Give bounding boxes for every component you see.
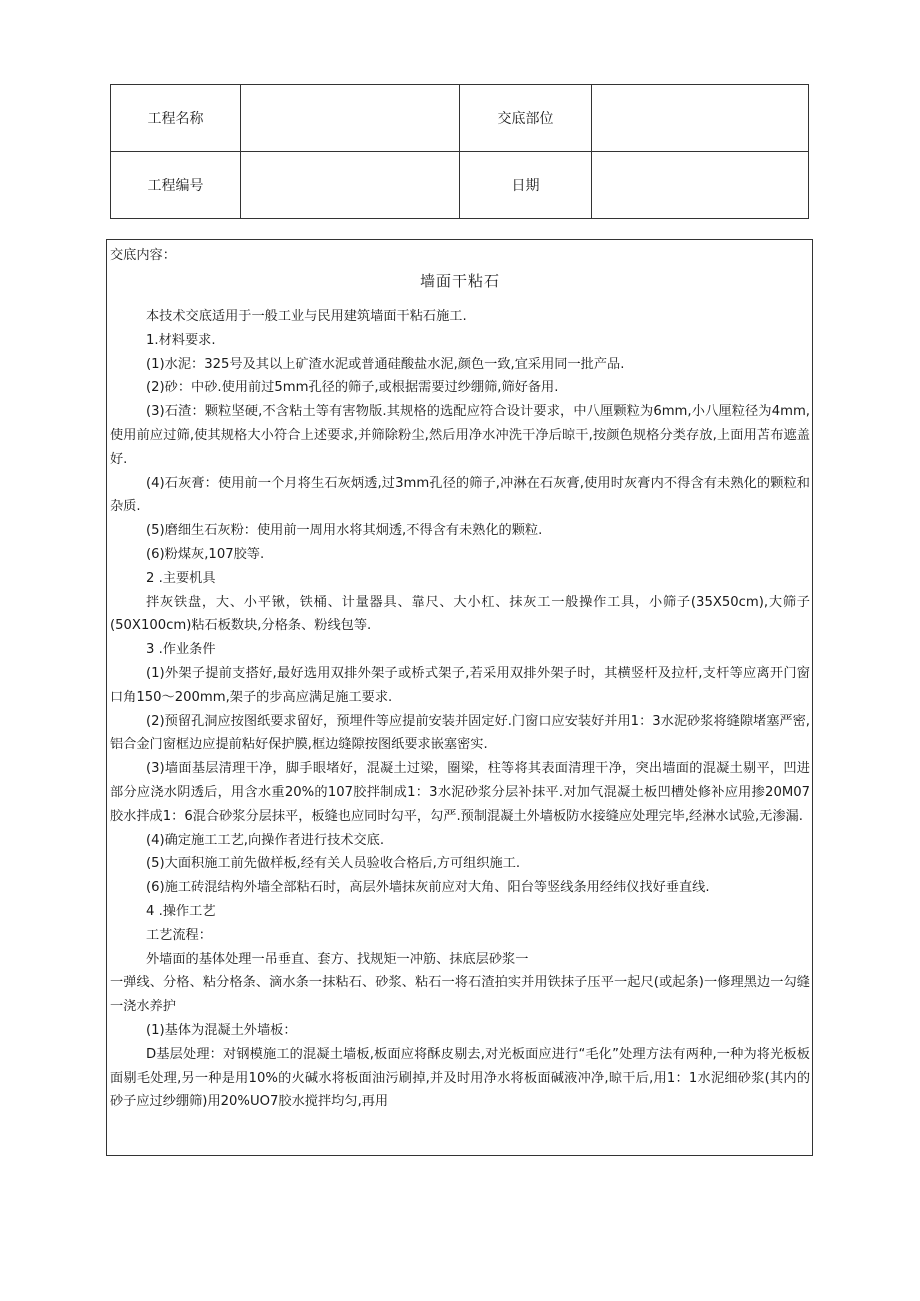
project-no-value[interactable] bbox=[241, 152, 460, 219]
paragraph-lime-powder: (5)磨细生石灰粉：使用前一周用水将其炯透,不得含有未熟化的颗粒. bbox=[146, 523, 543, 539]
paragraph-sand: (2)砂：中砂.使用前过5mm孔径的筛子,或根据需要过纱绷筛,筛好备用. bbox=[146, 380, 559, 396]
header-table bbox=[110, 84, 809, 219]
paragraph-stone-chips: (3)石渣：颗粒坚硬,不含粘土等有害物版.其规格的选配应符合设计要求，中八厘颗粒为6mm,小八厘粒径为4mm,使用前应过筛,使其规格大小符合上述要求,并筛除粉尘,然后用净水冲洗干净后晾干,按颜色规格分类存放,上面用苫布遮盖好. bbox=[110, 404, 810, 467]
project-name-label: 工程名称 bbox=[111, 85, 241, 152]
project-name-value[interactable] bbox=[241, 85, 460, 152]
handover-part-label: 交底部位 bbox=[460, 85, 592, 152]
handover-part-value[interactable] bbox=[592, 85, 809, 152]
content-box bbox=[106, 239, 813, 1156]
date-value[interactable] bbox=[592, 152, 809, 219]
section-heading-process: 4 .操作工艺 bbox=[146, 903, 216, 919]
paragraph-lime-paste: (4)石灰膏：使用前一个月将生石灰炳透,过3mm孔径的筛子,冲淋在石灰膏,使用时灰膏内不得含有未熟化的颗粒和杂质. bbox=[110, 475, 810, 515]
paragraph-base-cleaning: (3)墙面基层清理干净，脚手眼堵好，混凝土过梁，圈梁，柱等将其表面清理干净，突出墙面的混凝土剔平，凹进部分应浇水阴透后，用含水重20%的107胶拌制成1：3水泥砂浆分层补抹平.对加气混凝土板凹槽处修补应用掺20M07胶水拌成1：6混合砂浆分层抹平，板缝也应同时勾平，勾严.预制混凝土外墙板防水接缝应处理完毕,经淋水试验,无渗漏. bbox=[110, 761, 810, 824]
paragraph-tools: 拌灰铁盘，大、小平锹，铁桶、计量器具、靠尺、大小杠、抹灰工一般操作工具，小筛子(35X50cm),大筛子(50X100cm)粘石板数块,分格条、粉线包等. bbox=[110, 594, 810, 634]
paragraph-fly-ash: (6)粉煤灰,107胶等. bbox=[146, 546, 265, 562]
paragraph-cement: (1)水泥：325号及其以上矿渣水泥或普通硅酸盐水泥,颜色一致,宜采用同一批产品. bbox=[146, 356, 625, 372]
section-heading-conditions: 3 .作业条件 bbox=[146, 642, 216, 658]
paragraph-sample: (5)大面积施工前先做样板,经有关人员验收合格后,方可组织施工. bbox=[146, 856, 521, 872]
header-row-1 bbox=[111, 85, 809, 152]
document-title: 墙面干粘石 bbox=[419, 272, 500, 290]
project-no-label: 工程编号 bbox=[111, 152, 241, 219]
section-heading-materials: 1.材料要求. bbox=[146, 332, 216, 348]
paragraph-flow-1: 外墙面的基体处理一吊垂直、套方、找规矩一冲筋、抹底层砂浆一 bbox=[146, 951, 529, 967]
paragraph-scope: 本技术交底适用于一般工业与民用建筑墙面干粘石施工. bbox=[146, 309, 467, 324]
content-label: 交底内容： bbox=[110, 248, 176, 263]
paragraph-flow-label: 工艺流程： bbox=[146, 927, 212, 943]
paragraph-scaffold: (1)外架子提前支搭好,最好选用双排外架子或桥式架子,若采用双排外架子时，其横竖杆及拉杆,支杆等应离开门窗口角150～200mm,架子的步高应满足施工要求. bbox=[110, 665, 810, 705]
date-label: 日期 bbox=[460, 152, 592, 219]
section-heading-tools: 2 .主要机具 bbox=[146, 570, 216, 586]
header-row-2 bbox=[111, 152, 809, 219]
paragraph-flow-2: 一弹线、分格、粘分格条、滴水条一抹粘石、砂浆、粘石一将石渣拍实并用铁抹子压平一起尺(或起条)一修理黑边一勾缝一浇水养护 bbox=[110, 975, 810, 1015]
paragraph-base-treatment: D基层处理：对钢模施工的混凝土墙板,板面应将酥皮剔去,对光板面应进行“毛化”处理方法有两种,一种为将光板板面剔毛处理,另一种是用10%的火碱水将板面油污刷掉,并及时用净水将板面碱液冲净,晾干后,用1：1水泥细砂浆(其内的砂子应过纱绷筛)用20%UO7胶水搅拌均匀,再用 bbox=[110, 1046, 811, 1110]
paragraph-openings: (2)预留孔洞应按图纸要求留好，预埋件等应提前安装并固定好.门窗口应安装好并用1：3水泥砂浆将缝隙堵塞严密,铝合金门窗框边应提前粘好保护膜,框边缝隙按图纸要求嵌塞密实. bbox=[110, 713, 810, 753]
paragraph-verticals: (6)施工砖混结构外墙全部粘石时，高层外墙抹灰前应对大角、阳台等竖线条用经纬仪找好垂直线. bbox=[146, 880, 710, 896]
paragraph-concrete-panel: (1)基体为混凝土外墙板： bbox=[146, 1022, 297, 1038]
paragraph-briefing: (4)确定施工工艺,向操作者进行技术交底. bbox=[146, 832, 385, 848]
